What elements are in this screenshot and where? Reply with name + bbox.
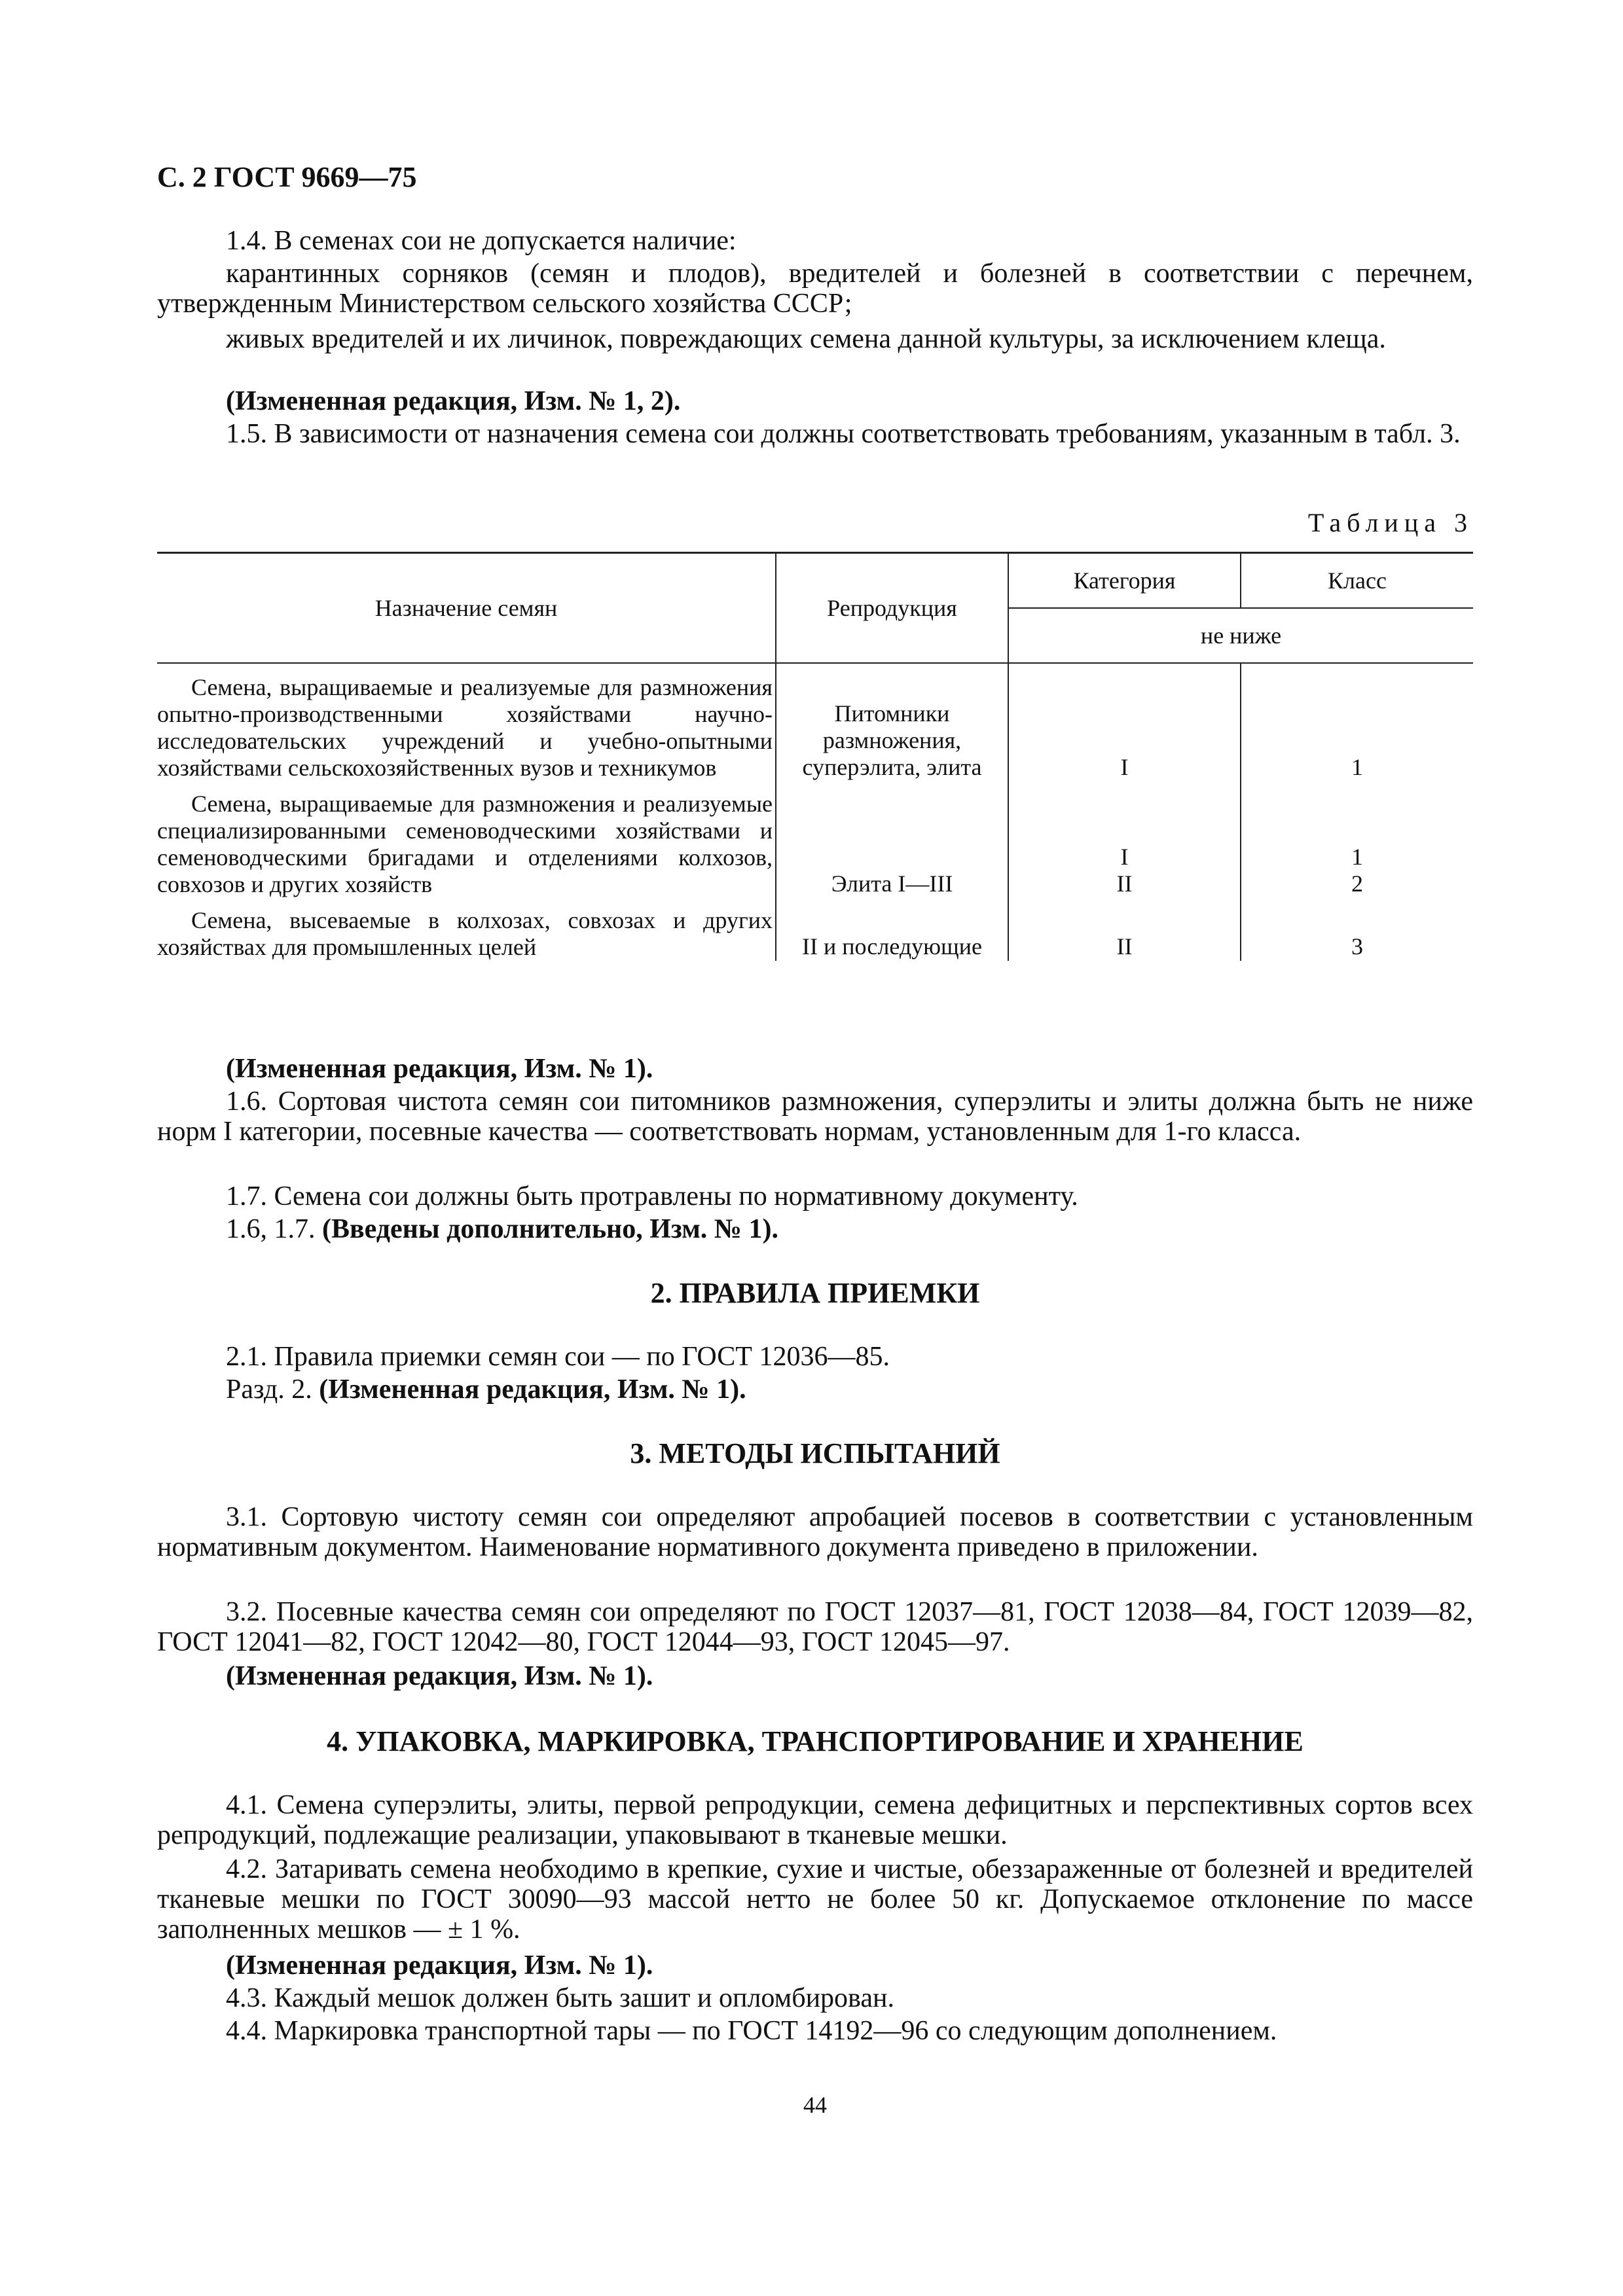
para-4-3: 4.3. Каждый мешок должен быть зашит и опломбирован.: [226, 1983, 894, 2013]
amendment-note: (Измененная редакция, Изм. № 1, 2).: [226, 386, 681, 416]
header-category: Категория: [1008, 553, 1241, 609]
section-2-title: 2. ПРАВИЛА ПРИЕМКИ: [650, 1277, 980, 1309]
table-row: [157, 781, 1473, 898]
header-not-lower: не ниже: [1008, 608, 1473, 663]
para-3-1: 3.1. Сортовую чистоту семян сои определяют апробацией посевов в соответствии с установленным нормативным документом. Наименование нормативного документа приведено в приложении.: [157, 1502, 1473, 1562]
page-header: С. 2 ГОСТ 9669—75: [157, 161, 417, 193]
table-row: [157, 898, 1473, 961]
header-class: Класс: [1241, 553, 1473, 609]
table-3: [157, 552, 1473, 961]
section-2-note: Разд. 2. (Измененная редакция, Изм. № 1).: [226, 1374, 746, 1405]
cell-category: I II: [1008, 781, 1241, 898]
para-2-1: 2.1. Правила приемки семян сои — по ГОСТ 12036—85.: [226, 1342, 890, 1372]
header-reproduction: Репродукция: [776, 553, 1008, 664]
cell-purpose: Семена, выращиваемые и реализуемые для размножения опытно-производственными хозяйствами научно-исследовательских учреждений и учебно-опытными хозяйствами сельскохозяйственных вузов и техникумов: [157, 663, 776, 781]
header-purpose: Назначение семян: [157, 553, 776, 664]
para-1-4-item2: живых вредителей и их личинок, повреждающих семена данной культуры, за исключением клеща.: [226, 324, 1386, 354]
para-4-4: 4.4. Маркировка транспортной тары — по ГОСТ 14192—96 со следующим дополнением.: [226, 2016, 1277, 2046]
section-4-title: 4. УПАКОВКА, МАРКИРОВКА, ТРАНСПОРТИРОВАНИЕ И ХРАНЕНИЕ: [327, 1725, 1304, 1757]
cell-reproduction: II и последующие: [776, 898, 1008, 961]
cell-purpose: Семена, высеваемые в колхозах, совхозах и других хозяйствах для промышленных целей: [157, 898, 776, 961]
para-1-7: 1.7. Семена сои должны быть протравлены по нормативному документу.: [226, 1181, 1078, 1211]
cell-reproduction: Питомники размножения, суперэлита, элита: [776, 663, 1008, 781]
cell-class: 3: [1351, 933, 1363, 960]
para-4-1: 4.1. Семена суперэлиты, элиты, первой репродукции, семена дефицитных и перспективных сортов всех репродукций, подлежащие реализации, упаковывают в тканевые мешки.: [157, 1790, 1473, 1850]
para-1-4-item1: карантинных сорняков (семян и плодов), вредителей и болезней в соответствии с перечнем, утвержденным Министерством сельского хозяйства СССР;: [157, 259, 1473, 319]
section-4-note: (Измененная редакция, Изм. № 1).: [226, 1950, 653, 1981]
table-caption: Таблица 3: [1307, 508, 1473, 537]
cell-class: 1: [1351, 754, 1363, 780]
para-1-6-1-7-note: 1.6, 1.7. (Введены дополнительно, Изм. № 1).: [226, 1214, 778, 1244]
para-4-2: 4.2. Затаривать семена необходимо в крепкие, сухие и чистые, обеззараженные от болезней и вредителей тканевые мешки по ГОСТ 30090—93 массой нетто не более 50 кг. Допускаемое отклонение по массе заполненных мешков — ± 1 %.: [157, 1854, 1473, 1945]
section-3-title: 3. МЕТОДЫ ИСПЫТАНИЙ: [630, 1437, 1000, 1469]
cell-reproduction: Элита I—III: [776, 781, 1008, 898]
cell-purpose: Семена, выращиваемые для размножения и реализуемые специализированными семеноводческими хозяйствами и семеноводческими бригадами и отделениями колхозов, совхозов и других хозяйств: [157, 781, 776, 898]
page-number: 44: [803, 2092, 827, 2118]
cell-category: II: [1008, 898, 1241, 961]
cell-category: I: [1008, 663, 1241, 781]
table-amendment-note: (Измененная редакция, Изм. № 1).: [226, 1054, 653, 1084]
para-1-4-intro: 1.4. В семенах сои не допускается наличие:: [226, 226, 737, 256]
para-3-2: 3.2. Посевные качества семян сои определяют по ГОСТ 12037—81, ГОСТ 12038—84, ГОСТ 12039—82, ГОСТ 12041—82, ГОСТ 12042—80, ГОСТ 12044—93, ГОСТ 12045—97.: [157, 1597, 1473, 1657]
cell-class: 1 2: [1351, 844, 1363, 897]
para-1-5: 1.5. В зависимости от назначения семена сои должны соответствовать требованиям, указанным в табл. 3.: [226, 419, 1461, 449]
table-row: [157, 663, 1473, 781]
section-3-note: (Измененная редакция, Изм. № 1).: [226, 1661, 653, 1691]
para-1-6: 1.6. Сортовая чистота семян сои питомников размножения, суперэлиты и элиты должна быть не ниже норм I категории, посевные качества — соответствовать нормам, установленным для 1-го класса.: [157, 1086, 1473, 1147]
